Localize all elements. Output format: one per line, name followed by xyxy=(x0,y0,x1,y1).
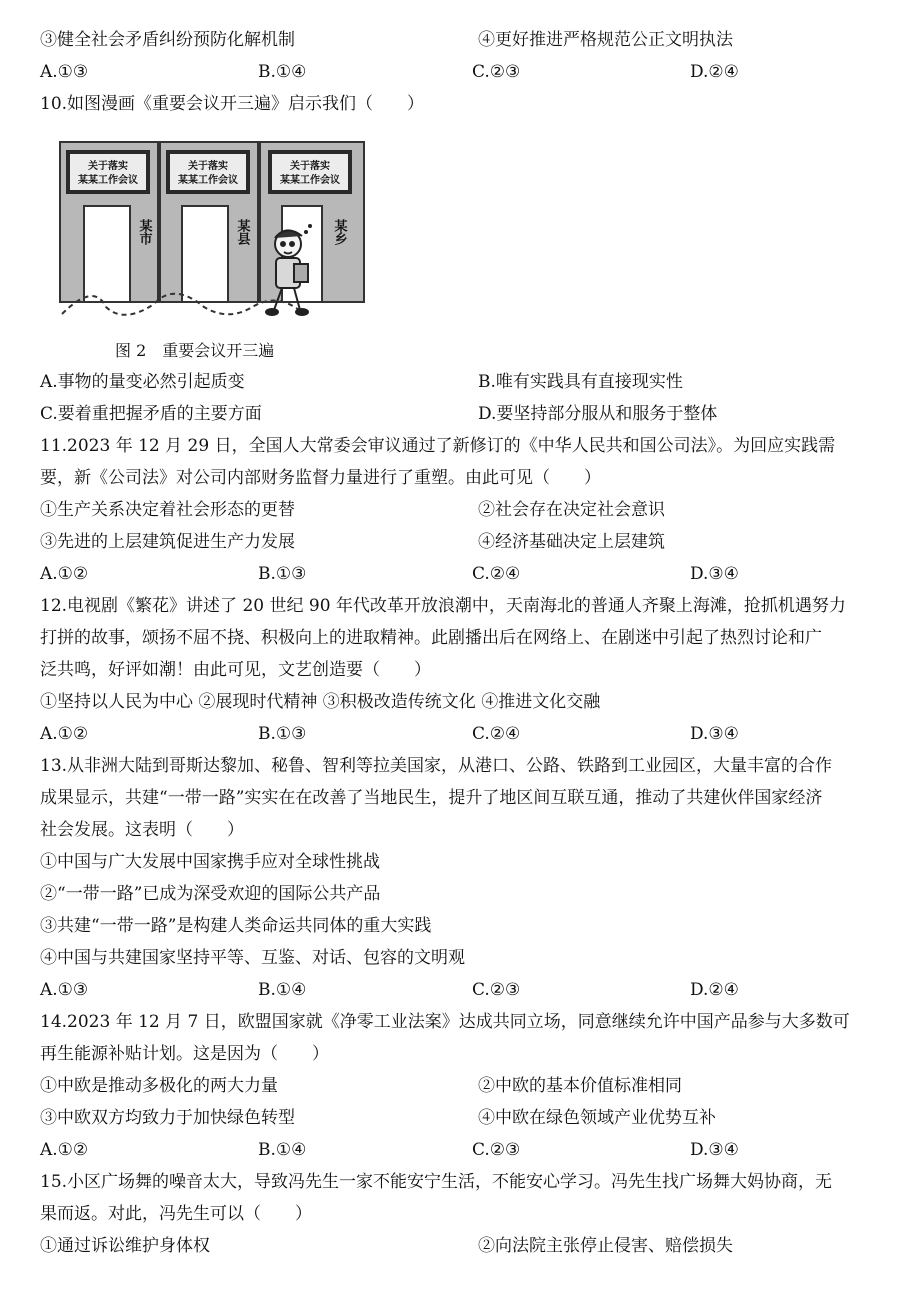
q11-stem-line2: 要，新《公司法》对公司内部财务监督力量进行了重塑。由此可见（ ） xyxy=(40,468,601,488)
q10-choice-b: B.唯有实践具有直接现实性 xyxy=(478,372,683,392)
figure-caption: 图 2 重要会议开三遍 xyxy=(115,341,275,360)
q10-choices-row1 xyxy=(40,370,880,396)
q13-item4: ④中国与共建国家坚持平等、互鉴、对话、包容的文明观 xyxy=(40,948,465,968)
q11-items-row2 xyxy=(40,530,880,556)
cartoon-door-label-3: 某乡 xyxy=(331,219,347,245)
cartoon-figure xyxy=(54,132,370,324)
cartoon-sign-2-line1: 关于落实 xyxy=(188,161,228,172)
q12-items: ①坚持以人民为中心 ②展现时代精神 ③积极改造传统文化 ④推进文化交融 xyxy=(40,692,601,712)
q9-item4: ④更好推进严格规范公正文明执法 xyxy=(478,30,733,50)
q12-options xyxy=(40,722,880,748)
cartoon-door-2 xyxy=(182,206,228,302)
q11-item4: ④经济基础决定上层建筑 xyxy=(478,532,665,552)
q14-stem-line2: 再生能源补贴计划。这是因为（ ） xyxy=(40,1044,329,1064)
q11-option-c: C.②④ xyxy=(472,564,521,584)
q11-option-d: D.③④ xyxy=(690,564,739,584)
q14-stem-line1: 14.2023 年 12 月 7 日，欧盟国家就《净零工业法案》达成共同立场，同意继续允许中国产品参与大多数可 xyxy=(40,1012,850,1032)
q13-item3: ③共建“一带一路”是构建人类命运共同体的重大实践 xyxy=(40,916,432,936)
q13-options xyxy=(40,978,880,1004)
q15-item1: ①通过诉讼维护身体权 xyxy=(40,1236,210,1256)
q13-item1: ①中国与广大发展中国家携手应对全球性挑战 xyxy=(40,852,380,872)
q14-items-row1 xyxy=(40,1074,880,1100)
q10-choice-d: D.要坚持部分服从和服务于整体 xyxy=(478,404,718,424)
q10-choices-row2 xyxy=(40,402,880,428)
q15-stem-line1: 15.小区广场舞的噪音太大，导致冯先生一家不能安宁生活，不能安心学习。冯先生找广场舞大妈协商，无 xyxy=(40,1172,833,1192)
q12-option-b: B.①③ xyxy=(258,724,307,744)
q11-item1: ①生产关系决定着社会形态的更替 xyxy=(40,500,295,520)
q11-options xyxy=(40,562,880,588)
q14-option-a: A.①② xyxy=(40,1140,89,1160)
cartoon-sign-1-line1: 关于落实 xyxy=(88,161,128,172)
q11-option-a: A.①② xyxy=(40,564,89,584)
cartoon-door-1 xyxy=(84,206,130,302)
q15-stem-line2: 果而返。对此，冯先生可以（ ） xyxy=(40,1204,312,1224)
q13-option-d: D.②④ xyxy=(690,980,739,1000)
cartoon-door-label-2: 某县 xyxy=(234,219,250,245)
q12-option-d: D.③④ xyxy=(690,724,739,744)
cartoon-sign-3-line2: 某某工作会议 xyxy=(280,175,340,186)
q14-item1: ①中欧是推动多极化的两大力量 xyxy=(40,1076,278,1096)
q13-stem-line2: 成果显示，共建“一带一路”实实在在改善了当地民生，提升了地区间互联互通，推动了共建伙伴国家经济 xyxy=(40,788,823,808)
q14-option-b: B.①④ xyxy=(258,1140,307,1160)
q14-option-c: C.②③ xyxy=(472,1140,521,1160)
cartoon-door-label-1: 某市 xyxy=(136,219,152,245)
q12-stem-line3: 泛共鸣，好评如潮！由此可见，文艺创造要（ ） xyxy=(40,660,431,680)
q12-stem-line2: 打拼的故事，颂扬不屈不挠、积极向上的进取精神。此剧播出后在网络上、在剧迷中引起了热烈讨论和广 xyxy=(40,628,822,648)
cartoon-sign-1-line2: 某某工作会议 xyxy=(78,175,138,186)
cartoon-sign-3-line1: 关于落实 xyxy=(290,161,330,172)
q15-items-row1 xyxy=(40,1234,880,1260)
q10-choice-a: A.事物的量变必然引起质变 xyxy=(40,372,245,392)
q9-item-row xyxy=(40,28,880,54)
q9-option-b: B.①④ xyxy=(258,62,307,82)
q9-option-a: A.①③ xyxy=(40,62,89,82)
q14-item2: ②中欧的基本价值标准相同 xyxy=(478,1076,682,1096)
q10-choice-c: C.要着重把握矛盾的主要方面 xyxy=(40,404,262,424)
q14-items-row2 xyxy=(40,1106,880,1132)
q13-option-a: A.①③ xyxy=(40,980,89,1000)
q13-stem-line3: 社会发展。这表明（ ） xyxy=(40,820,244,840)
q11-item2: ②社会存在决定社会意识 xyxy=(478,500,665,520)
q13-item2: ②“一带一路”已成为深受欢迎的国际公共产品 xyxy=(40,884,381,904)
q12-option-a: A.①② xyxy=(40,724,89,744)
q14-item3: ③中欧双方均致力于加快绿色转型 xyxy=(40,1108,295,1128)
q10-stem: 10.如图漫画《重要会议开三遍》启示我们（ ） xyxy=(40,94,425,114)
q11-option-b: B.①③ xyxy=(258,564,307,584)
q9-item3: ③健全社会矛盾纠纷预防化解机制 xyxy=(40,30,295,50)
q14-options xyxy=(40,1138,880,1164)
q13-option-c: C.②③ xyxy=(472,980,521,1000)
cartoon-sign-2-line2: 某某工作会议 xyxy=(178,175,238,186)
q13-option-b: B.①④ xyxy=(258,980,307,1000)
q9-option-c: C.②③ xyxy=(472,62,521,82)
q11-item3: ③先进的上层建筑促进生产力发展 xyxy=(40,532,295,552)
q12-option-c: C.②④ xyxy=(472,724,521,744)
q15-item2: ②向法院主张停止侵害、赔偿损失 xyxy=(478,1236,733,1256)
q13-stem-line1: 13.从非洲大陆到哥斯达黎加、秘鲁、智利等拉美国家，从港口、公路、铁路到工业园区，大量丰富的合作 xyxy=(40,756,833,776)
q12-stem-line1: 12.电视剧《繁花》讲述了 20 世纪 90 年代改革开放浪潮中，天南海北的普通人齐聚上海滩，抢抓机遇努力 xyxy=(40,596,846,616)
q14-item4: ④中欧在绿色领域产业优势互补 xyxy=(478,1108,716,1128)
q14-option-d: D.③④ xyxy=(690,1140,739,1160)
q11-stem-line1: 11.2023 年 12 月 29 日，全国人大常委会审议通过了新修订的《中华人民共和国公司法》。为回应实践需 xyxy=(40,436,836,456)
q9-options xyxy=(40,60,880,86)
q11-items-row1 xyxy=(40,498,880,524)
q9-option-d: D.②④ xyxy=(690,62,739,82)
